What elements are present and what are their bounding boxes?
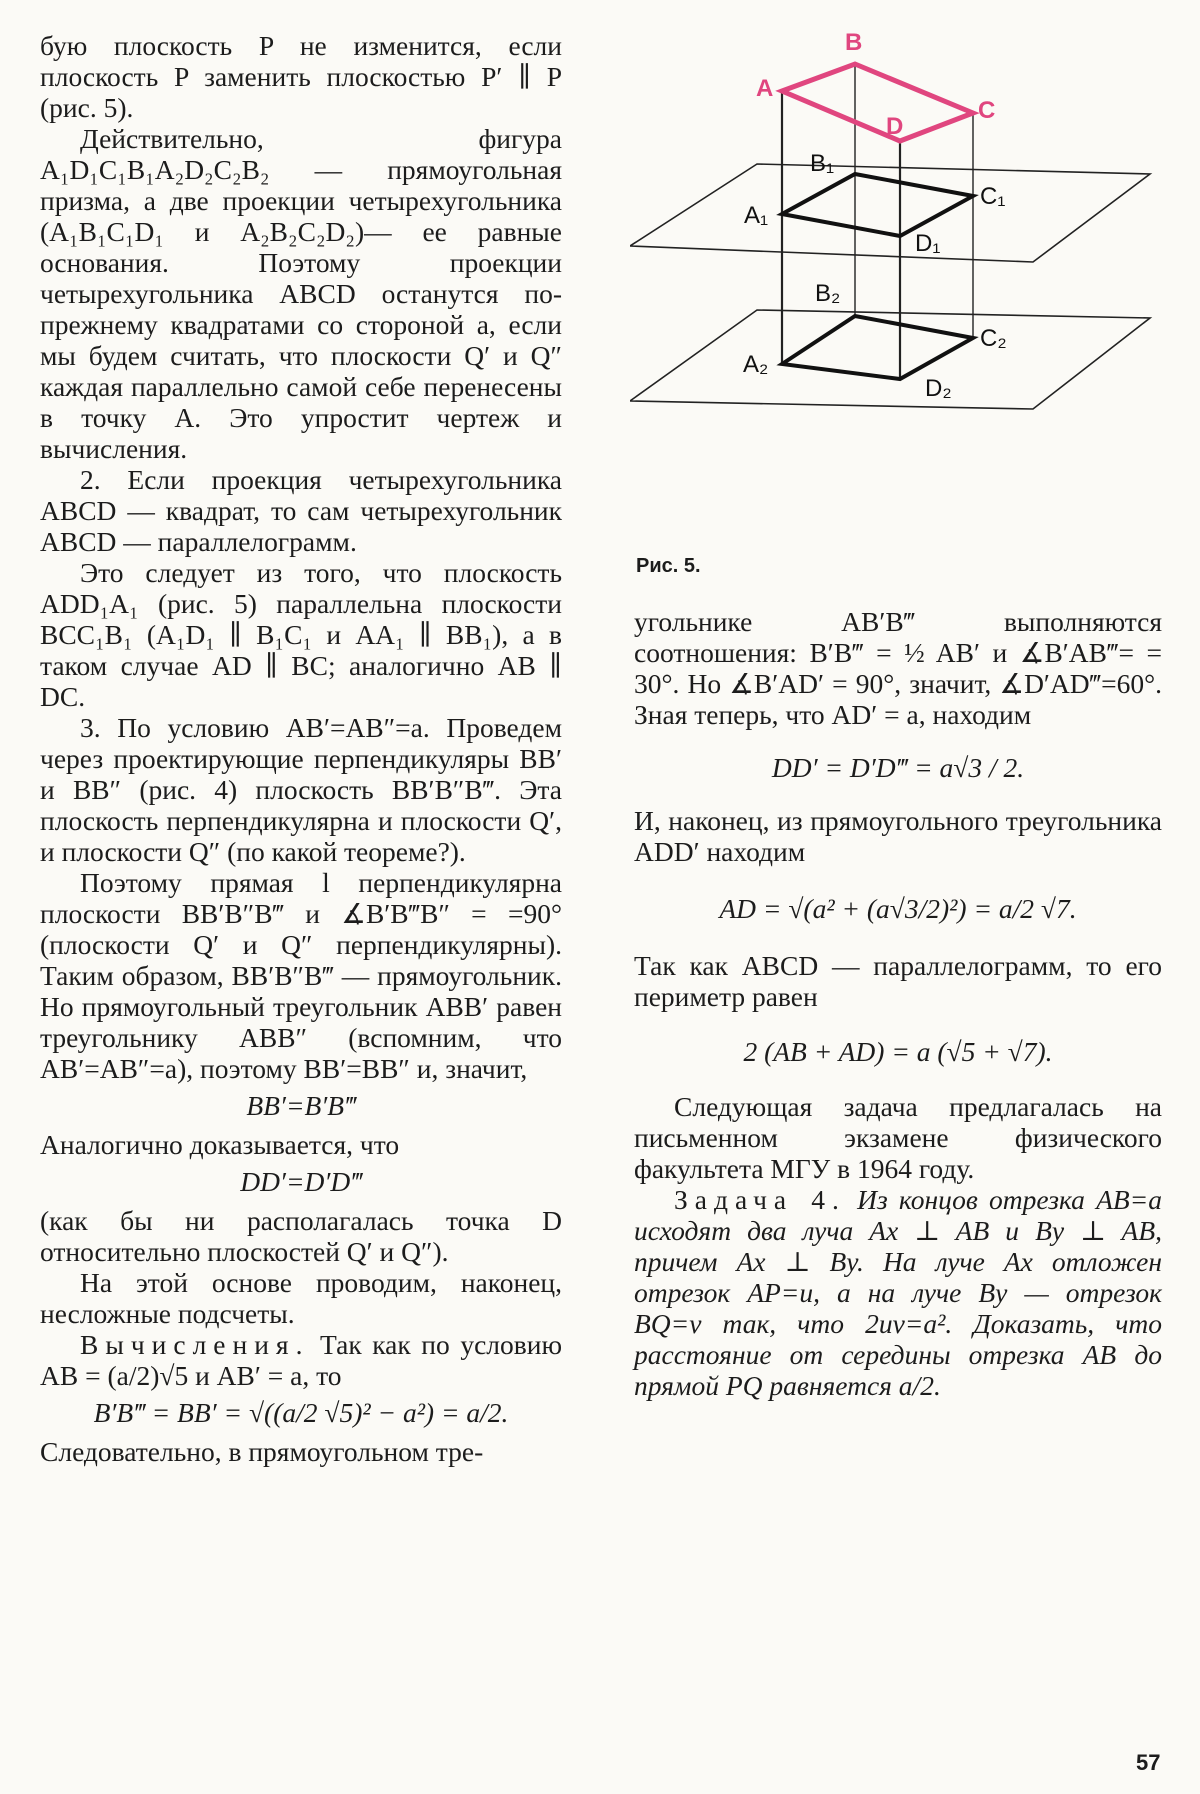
formula: B′B‴ = BB′ = √((a/2 √5)² − a²) = a/2. [93, 1397, 509, 1428]
task-text: Из концов отрезка AB=a исходят два луча Ax ⊥ AB и By ⊥ AB, причем Ax ⊥ By. На луче Ax отложен отрезок AP=u, а на луче By — отрезок BQ=v так, что 2uv=a². Доказать, что расстояние от середины отрезка AB до прямой PQ равняется a/2. [634, 1184, 1162, 1401]
calc-heading: Вычисления. [80, 1329, 310, 1360]
paragraph: Следовательно, в прямоугольном тре- [40, 1436, 484, 1467]
paragraph: Так как ABCD — параллелограмм, то его периметр равен [634, 950, 1162, 1012]
right-column [634, 606, 1162, 1401]
formula: BB′=B′B‴ [246, 1090, 356, 1121]
label-d1: D₁ [915, 230, 941, 257]
projection-2 [782, 316, 973, 379]
label-b2: B₂ [815, 280, 841, 307]
left-column [40, 30, 562, 1467]
plane-q2 [630, 310, 1150, 409]
label-d2: D₂ [925, 375, 952, 402]
paragraph: 3. По условию AB′=AB″=a. Проведем через проектирующие перпендикуляры BB′ и BB″ (рис. 4) плоскость BB′B″B‴. Эта плоскость перпендикулярна и плоскости Q′, и плоскости Q″ (по какой теореме?). [40, 712, 562, 867]
prism-figure [630, 26, 1170, 476]
paragraph: угольнике AB′B‴ выполняются соотношения: B′B‴ = ½ AB′ и ∡B′AB‴= = 30°. Но ∡B′AD′ = 90°, значит, ∡D′AD‴=60°. Зная теперь, что AD′ = a, находим [634, 606, 1162, 730]
paragraph: Действительно, фигура A₁D₁C₁B₁A₂D₂C₂B₂ — прямоугольная призма, а две проекции четырехугольника (A₁B₁C₁D₁ и A₂B₂C₂D₂)— ее равные основания. Поэтому проекции четырехугольника ABCD останутся по-прежнему квадратами со стороной a, если мы будем считать, что плоскости Q′ и Q″ каждая параллельно самой себе перенесены в точку A. Это упростит чертеж и вычисления. [40, 123, 562, 464]
formula: DD′=D′D‴ [240, 1166, 362, 1197]
paragraph: Следующая задача предлагалась на письменном экзамене физического факультета МГУ в 1964 году. [634, 1091, 1162, 1184]
label-c2: C₂ [980, 325, 1007, 352]
label-c1: C₁ [980, 183, 1006, 210]
formula: 2 (AB + AD) = a (√5 + √7). [743, 1036, 1053, 1067]
label-a1: A₁ [744, 202, 769, 229]
page-number: 57 [1136, 1750, 1161, 1775]
label-c: C [978, 97, 996, 124]
formula: DD′ = D′D‴ = a√3 / 2. [771, 752, 1025, 783]
paragraph: Поэтому прямая l перпендикулярна плоскости BB′B″B‴ и ∡B′B‴B″ = =90° (плоскости Q′ и Q″ перпендикулярны). Таким образом, BB′B″B‴ — прямоугольник. Но прямоугольный треугольник ABB′ равен треугольнику ABB″ (вспомним, что AB′=AB″=a), поэтому BB′=BB″ и, значит, [40, 867, 562, 1084]
paragraph: бую плоскость P не изменится, если плоскость P заменить плоскостью P′ ∥ P (рис. 5). [40, 30, 562, 123]
quadrilateral-abcd [782, 64, 973, 141]
label-b: B [845, 29, 863, 56]
formula: AD = √(a² + (a√3/2)²) = a/2 √7. [719, 893, 1077, 924]
calc-text: Так как по условию AB = (a/2)√5 и AB′ = a, то [40, 1329, 562, 1391]
figure-caption: Рис. 5. [636, 555, 701, 577]
label-b1: B₁ [810, 150, 835, 177]
task-label: Задача 4. [674, 1184, 846, 1215]
paragraph: (как бы ни располагалась точка D относительно плоскостей Q′ и Q″). [40, 1205, 562, 1267]
paragraph: Это следует из того, что плоскость ADD₁A₁ (рис. 5) параллельна плоскости BCC₁B₁ (A₁D₁ ∥ B₁C₁ и AA₁ ∥ BB₁), а в таком случае AD ∥ BC; аналогично AB ∥ DC. [40, 557, 562, 712]
paragraph [40, 1329, 562, 1391]
projection-1 [782, 174, 973, 236]
label-d: D [886, 113, 904, 140]
label-a: A [756, 75, 774, 102]
paragraph: На этой основе проводим, наконец, несложные подсчеты. [40, 1267, 562, 1329]
paragraph: 2. Если проекция четырехугольника ABCD — квадрат, то сам четырехугольник ABCD — параллелограмм. [40, 464, 562, 557]
label-a2: A₂ [743, 351, 769, 378]
task-paragraph [634, 1184, 1162, 1401]
paragraph: И, наконец, из прямоугольного треугольника ADD′ находим [634, 805, 1162, 867]
paragraph: Аналогично доказывается, что [40, 1129, 400, 1160]
